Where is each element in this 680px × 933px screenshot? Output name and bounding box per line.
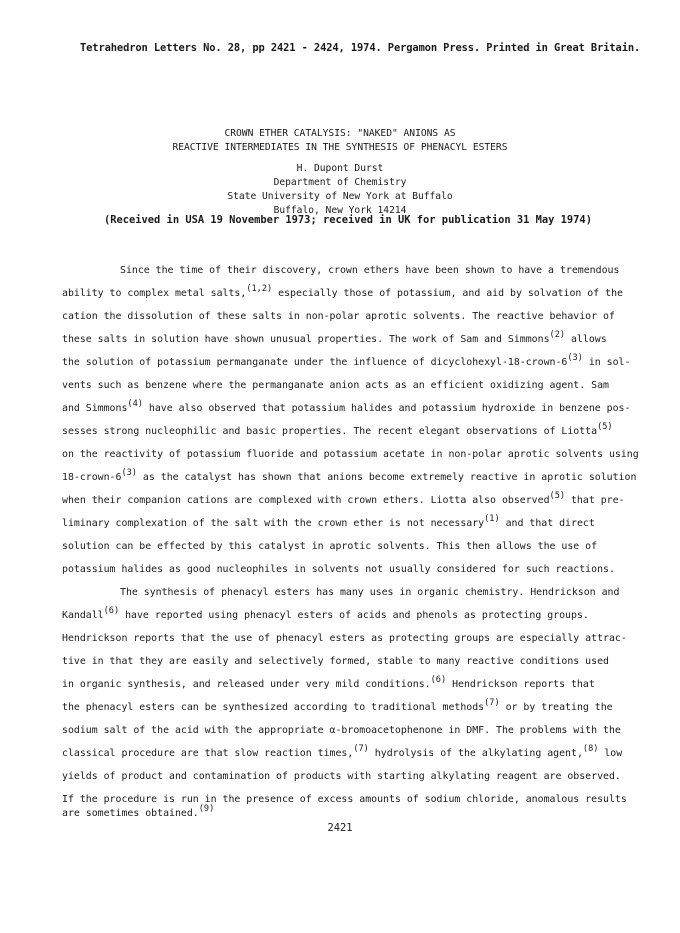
reference-marker: (5)	[549, 491, 566, 501]
paragraph-2-line: Hendrickson reports that the use of phenacyl esters as protecting groups are especially attrac-	[62, 633, 627, 644]
paragraph-2-line: The synthesis of phenacyl esters has many uses in organic chemistry. Hendrickson and	[120, 587, 620, 598]
reference-marker: (9)	[198, 804, 215, 814]
paragraph-1-line: liminary complexation of the salt with the crown ether is not necessary$^{(1)}$ and that direct	[62, 514, 595, 529]
paragraph-2-line: are sometimes obtained.$^{(9)}$	[62, 804, 215, 819]
reference-marker: (2)	[549, 330, 566, 340]
paragraph-1-line: on the reactivity of potassium fluoride and potassium acetate in non-polar aprotic solvents using	[62, 449, 639, 460]
paragraph-2-line: If the procedure is run in the presence of excess amounts of sodium chloride, anomalous results	[62, 794, 627, 805]
received-dates: (Received in USA 19 November 1973; received in UK for publication 31 May 1974)	[104, 214, 592, 226]
paragraph-1-line: ability to complex metal salts,$^{(1,2)}$ especially those of potassium, and aid by solvation of the	[62, 284, 623, 299]
reference-marker: (3)	[567, 353, 583, 363]
page-number: 2421	[327, 822, 353, 834]
paragraph-1-line: when their companion cations are complexed with crown ethers. Liotta also observed$^{(5)}$ that pre-	[62, 491, 625, 506]
reference-marker: (6)	[103, 606, 120, 616]
paragraph-2-line: Kandall$^{(6)}$ have reported using phenacyl esters of acids and phenols as protecting groups.	[62, 606, 589, 621]
paragraph-1-line: 18-crown-6$^{(3)}$ as the catalyst has shown that anions become extremely reactive in aprotic solution	[62, 468, 637, 483]
paragraph-1-line: sesses strong nucleophilic and basic properties. The recent elegant observations of Liotta$^{(5)}$	[62, 422, 613, 437]
reference-marker: (1)	[484, 514, 500, 524]
reference-marker: (1,2)	[246, 284, 273, 294]
reference-marker: (3)	[121, 468, 137, 478]
paragraph-1-line: potassium halides as good nucleophiles in solvents not usually considered for such reactions.	[62, 564, 615, 575]
affiliation-university: State University of New York at Buffalo	[227, 191, 453, 202]
paragraph-2-line: sodium salt of the acid with the appropriate α-bromoacetophenone in DMF. The problems with the	[62, 725, 621, 736]
article-title-line-1: CROWN ETHER CATALYSIS: "NAKED" ANIONS AS	[224, 128, 456, 139]
journal-citation: Tetrahedron Letters No. 28, pp 2421 - 2424, 1974. Pergamon Press. Printed in Great Britain.	[80, 42, 641, 54]
reference-marker: (7)	[353, 744, 369, 754]
reference-marker: (4)	[127, 399, 143, 409]
paragraph-1-line: solution can be effected by this catalyst in aprotic solvents. This then allows the use of	[62, 541, 598, 552]
paragraph-2-line: classical procedure are that slow reaction times,$^{(7)}$ hydrolysis of the alkylating agent,$^{(8)}$ low	[62, 744, 623, 759]
affiliation-department: Department of Chemistry	[273, 177, 407, 188]
paragraph-1-line: these salts in solution have shown unusual properties. The work of Sam and Simmons$^{(2)}$ allows	[62, 330, 607, 345]
paragraph-2-line: the phenacyl esters can be synthesized according to traditional methods$^{(7)}$ or by treating the	[62, 698, 613, 713]
reference-marker: (8)	[582, 744, 599, 754]
paragraph-1-line: and Simmons$^{(4)}$ have also observed that potassium halides and potassium hydroxide in benzene pos-	[62, 399, 631, 414]
paragraph-1-line: vents such as benzene where the permanganate anion acts as an efficient oxidizing agent. Sam	[62, 380, 609, 391]
paragraph-2-line: yields of product and contamination of products with starting alkylating reagent are observed.	[62, 771, 621, 782]
article-title-line-2: REACTIVE INTERMEDIATES IN THE SYNTHESIS OF PHENACYL ESTERS	[172, 142, 508, 153]
paragraph-2-line: tive in that they are easily and selectively formed, stable to many reactive conditions used	[62, 656, 609, 667]
paragraph-1-line: cation the dissolution of these salts in non-polar aprotic solvents. The reactive behavior of	[62, 311, 615, 322]
paragraph-1-line: Since the time of their discovery, crown ethers have been shown to have a tremendous	[120, 265, 620, 276]
reference-marker: (7)	[484, 698, 500, 708]
paragraph-2-line: in organic synthesis, and released under very mild conditions.$^{(6)}$ Hendrickson reports that	[62, 675, 595, 690]
author-name: H. Dupont Durst	[296, 163, 384, 174]
reference-marker: (5)	[597, 422, 613, 432]
affiliation-address: Buffalo, New York 14214	[273, 205, 407, 216]
reference-marker: (6)	[430, 675, 447, 685]
paragraph-1-line: the solution of potassium permanganate under the influence of dicyclohexyl-18-crown-6$^{(3)}$ in sol-	[62, 353, 631, 368]
